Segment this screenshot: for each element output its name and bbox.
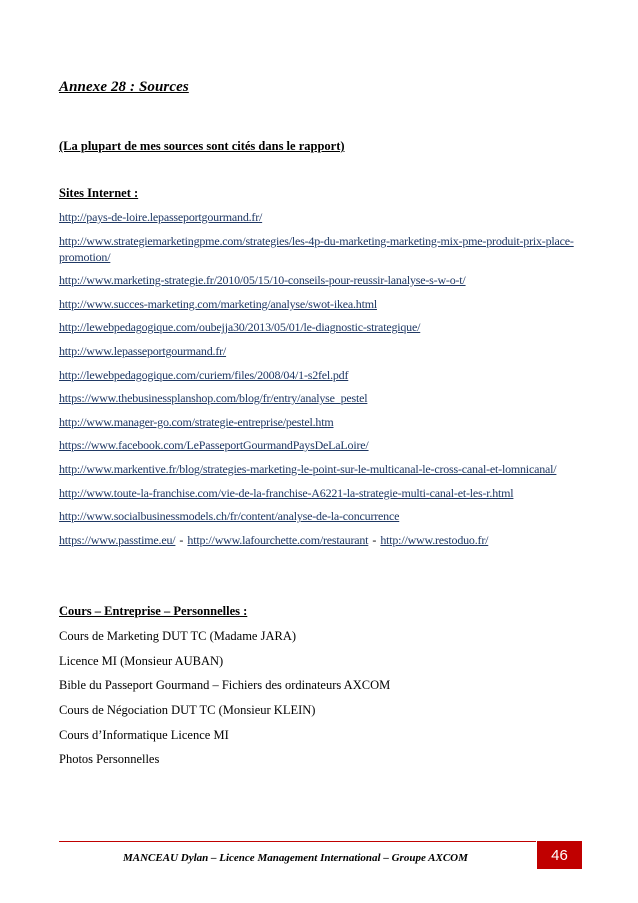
source-link[interactable]: https://www.facebook.com/LePasseportGourmandPaysDeLaLoire/: [59, 438, 369, 453]
footer-text: MANCEAU Dylan – Licence Management International – Groupe AXCOM: [123, 852, 468, 864]
page-title: Annexe 28 : Sources: [59, 79, 189, 95]
restoduo-link[interactable]: http://www.restoduo.fr/: [380, 532, 489, 547]
source-link[interactable]: http://www.lepasseportgourmand.fr/: [59, 343, 227, 358]
course-item: Cours d’Informatique Licence MI: [59, 727, 229, 742]
footer-rule: [59, 841, 536, 842]
courses-heading: Cours – Entreprise – Personnelles :: [59, 604, 248, 618]
course-item: Bible du Passeport Gourmand – Fichiers des ordinateurs AXCOM: [59, 678, 391, 693]
sources-note: (La plupart de mes sources sont cités dans le rapport): [59, 139, 345, 153]
source-link[interactable]: http://www.markentive.fr/blog/strategies-marketing-le-point-sur-le-multicanal-le-cross-canal-et-lomnicanal/: [59, 461, 557, 476]
course-item: Cours de Marketing DUT TC (Madame JARA): [59, 629, 297, 643]
source-link[interactable]: http://www.socialbusinessmodels.ch/fr/content/analyse-de-la-concurrence: [59, 509, 400, 524]
course-item: Photos Personnelles: [59, 752, 160, 767]
source-link[interactable]: http://lewebpedagogique.com/oubejja30/2013/05/01/le-diagnostic-strategique/: [59, 320, 421, 335]
links-list: [59, 209, 589, 548]
source-link[interactable]: http://www.toute-la-franchise.com/vie-de-la-franchise-A6221-la-strategie-multi-canal-et-les-r.html: [59, 485, 514, 500]
source-link[interactable]: http://www.succes-marketing.com/marketing/analyse/swot-ikea.html: [59, 296, 378, 311]
source-link[interactable]: http://www.strategiemarketingpme.com/strategies/les-4p-du-marketing-marketing-mix-pme-produit-prix-place-promotion/: [59, 233, 574, 264]
link-separator: -: [372, 532, 377, 547]
source-link[interactable]: http://www.marketing-strategie.fr/2010/05/15/10-conseils-pour-reussir-lanalyse-s-w-o-t/: [59, 273, 466, 288]
source-link[interactable]: http://lewebpedagogique.com/curiem/files/2008/04/1-s2fel.pdf: [59, 367, 349, 382]
source-link[interactable]: http://pays-de-loire.lepasseportgourmand.fr/: [59, 210, 263, 224]
course-item: Cours de Négociation DUT TC (Monsieur KLEIN): [59, 703, 316, 718]
lafourchette-link[interactable]: http://www.lafourchette.com/restaurant: [187, 532, 369, 547]
passtime-link[interactable]: https://www.passtime.eu/: [59, 532, 176, 547]
link-separator: -: [179, 532, 184, 547]
source-link[interactable]: https://www.thebusinessplanshop.com/blog/fr/entry/analyse_pestel: [59, 391, 368, 406]
courses-list: [59, 628, 390, 776]
page-number: 46: [537, 841, 582, 869]
last-links-row: [59, 532, 589, 548]
sites-heading: Sites Internet :: [59, 186, 139, 200]
source-link[interactable]: http://www.manager-go.com/strategie-entreprise/pestel.htm: [59, 414, 334, 429]
course-item: Licence MI (Monsieur AUBAN): [59, 653, 224, 668]
